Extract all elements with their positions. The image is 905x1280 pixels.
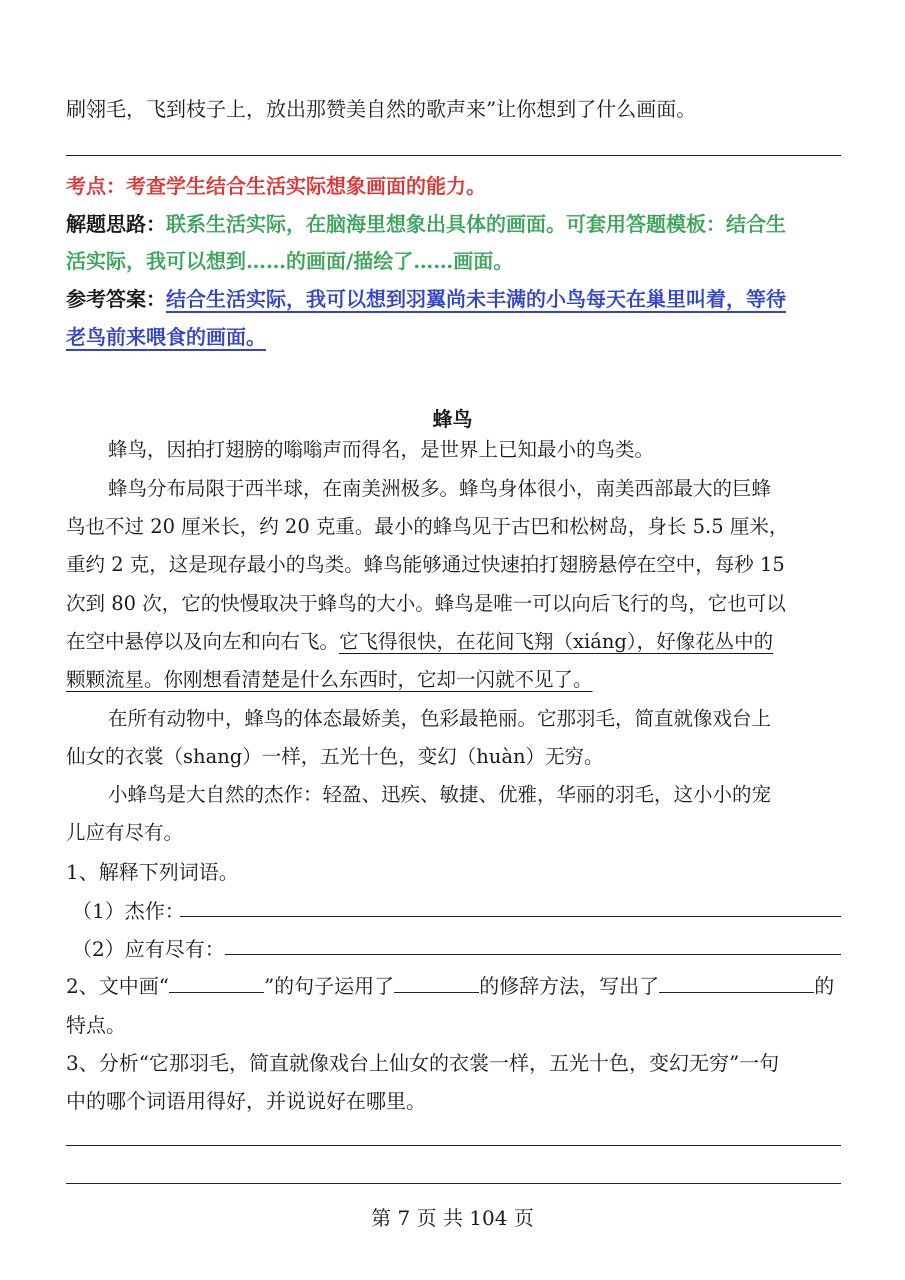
q2-blank-3[interactable]: [659, 972, 814, 993]
kaodian-text: 考查学生结合生活实际想象画面的能力。: [126, 174, 486, 198]
silu: [66, 210, 841, 238]
passage-line: 仙女的衣裳（shang）一样，五光十色，变幻（huàn）无穷。: [66, 745, 604, 768]
question-3-line1: 3、分析“它那羽毛，简直就像戏台上仙女的衣裳一样，五光十色，变幻无穷”一句: [66, 1051, 780, 1075]
answer-line: [66, 155, 841, 156]
q2-blank-1[interactable]: [169, 972, 264, 993]
reference-answer: [66, 285, 841, 313]
underlined-sentence-part2: 颗颗流星。你刚想看清楚是什么东西时，它却一闪就不见了。: [66, 668, 593, 691]
question-1a: [72, 897, 841, 925]
question-1b: [72, 935, 841, 963]
q2-blank-2[interactable]: [394, 972, 479, 993]
q3-answer-line-1[interactable]: [66, 1145, 841, 1146]
underlined-sentence-part1: 它飞得很快，在花间飞翔（xiáng），好像花丛中的: [339, 630, 774, 653]
passage-line: 次到 80 次，它的快慢取决于蜂鸟的大小。蜂鸟是唯一可以向后飞行的鸟，它也可以: [66, 592, 786, 615]
answer-text-line2: 老鸟前来喂食的画面。: [66, 325, 266, 349]
passage-line: 蜂鸟分布局限于西半球，在南美洲极多。蜂鸟身体很小，南美西部最大的巨蜂: [108, 477, 772, 500]
question-3-line2: 中的哪个词语用得好，并说说好在哪里。: [66, 1089, 426, 1113]
passage-line: 鸟也不过 20 厘米长，约 20 克重。最小的蜂鸟见于古巴和松树岛，身长 5.5 厘米，: [66, 515, 789, 538]
answer-label: 参考答案：: [66, 287, 166, 311]
answer-line2-wrap: [66, 323, 841, 351]
q1a-label: （1）杰作：: [72, 899, 185, 923]
question-1: 1、解释下列词语。: [66, 860, 239, 884]
kaodian: [66, 172, 841, 200]
question-2: [66, 972, 841, 1000]
passage-line: 重约 2 克，这是现存最小的鸟类。蜂鸟能够通过快速拍打翅膀悬停在空中，每秒 15: [66, 553, 785, 576]
passage-line: [66, 628, 773, 656]
previous-question-text: 刷翎毛，飞到枝子上，放出那赞美自然的歌声来”让你想到了什么画面。: [66, 97, 697, 121]
passage-line: [66, 666, 593, 694]
page-number: 第 7 页 共 104 页: [371, 1206, 534, 1230]
question-2-line2: 特点。: [66, 1013, 126, 1037]
silu-label: 解题思路：: [66, 212, 166, 236]
silu-text-line1: 联系生活实际，在脑海里想象出具体的画面。可套用答题模板：结合生: [166, 212, 786, 236]
silu-text-line2: 活实际，我可以想到……的画面/描绘了……画面。: [66, 249, 514, 273]
q2-text-part1: 2、文中画“: [66, 974, 169, 998]
passage-line: 儿应有尽有。: [66, 821, 184, 844]
q2-text-part2: ”的句子运用了: [263, 974, 395, 998]
passage-line: 在所有动物中，蜂鸟的体态最娇美，色彩最艳丽。它那羽毛，简直就像戏台上: [108, 707, 772, 730]
q3-answer-line-2[interactable]: [66, 1183, 841, 1184]
q2-text-part3: 的修辞方法，写出了: [479, 974, 660, 998]
q2-text-part4: 的: [814, 974, 835, 998]
q1a-answer-blank[interactable]: [180, 916, 841, 917]
kaodian-label: 考点：: [66, 174, 126, 198]
q1b-label: （2）应有尽有：: [72, 937, 225, 961]
passage-segment: 在空中悬停以及向左和向右飞。: [66, 630, 340, 653]
answer-text-line1: 结合生活实际，我可以想到羽翼尚未丰满的小鸟每天在巢里叫着，等待: [166, 287, 786, 311]
passage-title: 蜂鸟: [432, 407, 473, 431]
passage-line: 小蜂鸟是大自然的杰作：轻盈、迅疾、敏捷、优雅，华丽的羽毛，这小小的宠: [108, 783, 772, 806]
passage-line: 蜂鸟，因拍打翅膀的嗡嗡声而得名，是世界上已知最小的鸟类。: [108, 438, 655, 461]
q1b-answer-blank[interactable]: [225, 954, 841, 955]
